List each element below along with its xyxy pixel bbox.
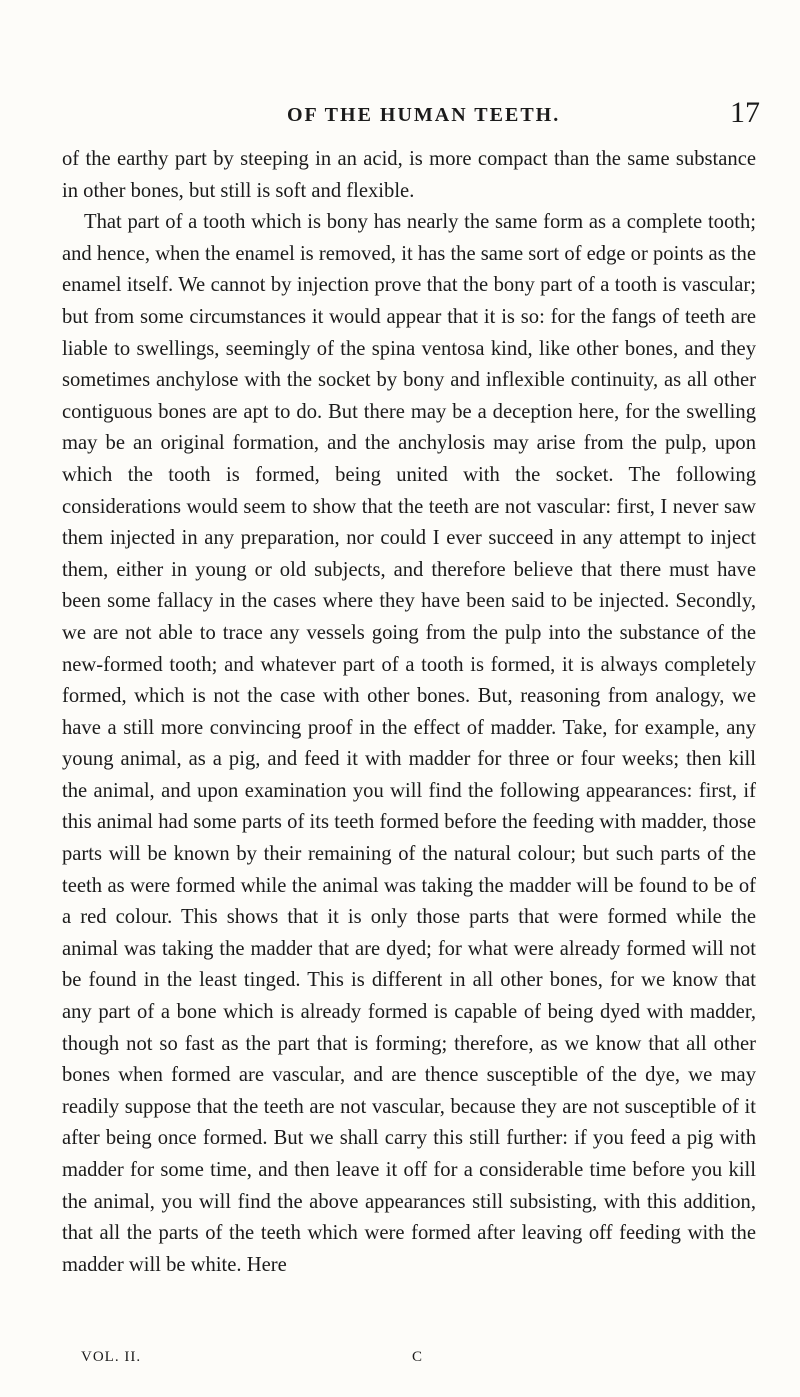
signature-mark: C — [412, 1349, 424, 1365]
page-footer — [0, 1349, 800, 1377]
paragraph: That part of a tooth which is bony has nearly the same form as a complete tooth; and hence, when the enamel is removed, it has the same sort of edge or points as the enamel itself. We cannot by injection prove that the bony part of a tooth is vascular; but from some circumstances it would appear that it is so: for the fangs of teeth are liable to swellings, seemingly of the spina ventosa kind, like other bones, and they sometimes anchylose with the socket by bony and inflexible continuity, as all other contiguous bones are apt to do. But there may be a deception here, for the swelling may be an original formation, and the anchylosis may arise from the pulp, upon which the tooth is formed, being united with the socket. The following considerations would seem to show that the teeth are not vascular: first, I never saw them injected in any preparation, nor could I ever succeed in any attempt to inject them, either in young or old subjects, and therefore believe that there must have been some fallacy in the cases where they have been said to be injected. Secondly, we are not able to trace any vessels going from the pulp into the substance of the new-formed tooth; and whatever part of a tooth is formed, it is always completely formed, which is not the case with other bones. But, reasoning from analogy, we have a still more convincing proof in the effect of madder. Take, for example, any young animal, as a pig, and feed it with madder for three or four weeks; then kill the animal, and upon examination you will find the following appearances: first, if this animal had some parts of its teeth formed before the feeding with madder, those parts will be known by their remaining of the natural colour; but such parts of the teeth as were formed while the animal was taking the madder will be found to be of a red colour. This shows that it is only those parts that were formed while the animal was taking the madder that are dyed; for what were already formed will not be found in the least tinged. This is different in all other bones, for we know that any part of a bone which is already formed is capable of being dyed with madder, though not so fast as the part that is forming; therefore, as we know that all other bones when formed are vascular, and are thence susceptible of the dye, we may readily suppose that the teeth are not vascular, because they are not susceptible of it after being once formed. But we shall carry this still further: if you feed a pig with madder for some time, and then leave it off for a considerable time before you kill the animal, you will find the above appearances still subsisting, with this addition, that all the parts of the teeth which were formed after leaving off feeding with the madder will be white. Here — [62, 211, 756, 1276]
running-title: OF THE HUMAN TEETH. — [287, 104, 561, 126]
body-text — [62, 144, 756, 1281]
page-number: 17 — [730, 96, 760, 129]
running-head — [0, 96, 800, 136]
volume-label: VOL. II. — [81, 1349, 142, 1365]
paragraph-continuation: of the earthy part by steeping in an acid, is more compact than the same substance in other bones, but still is soft and flexible. — [62, 148, 756, 202]
